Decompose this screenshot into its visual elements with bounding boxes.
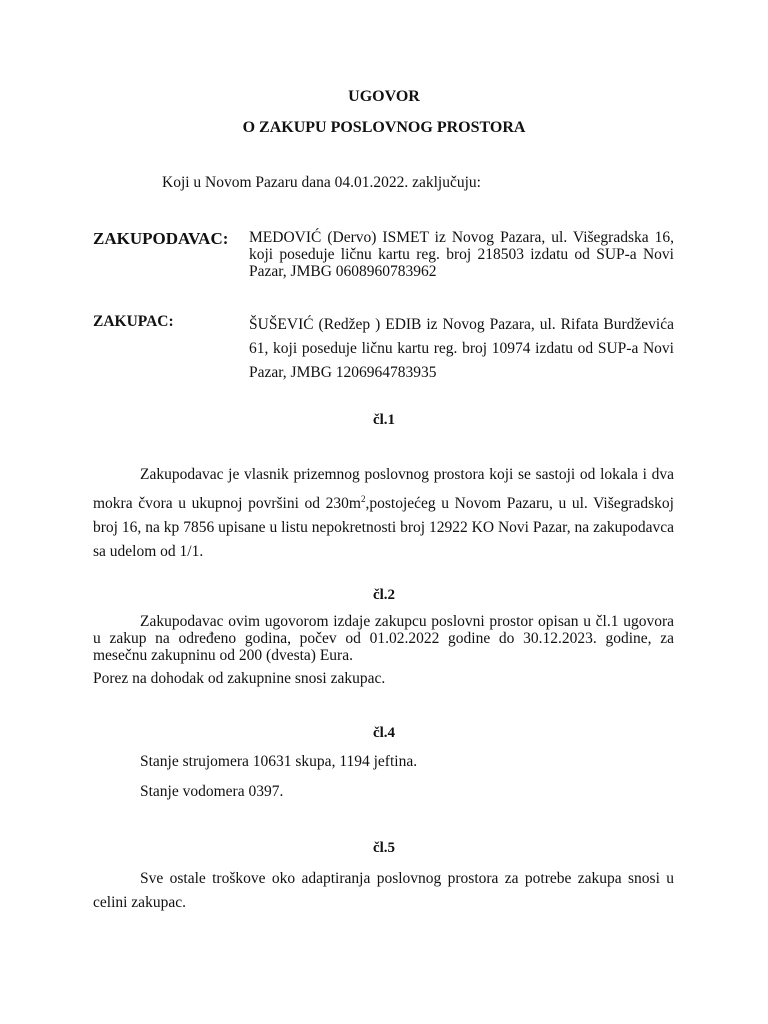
article-2-tax-line: Porez na dohodak od zakupnine snosi zakupac.: [93, 670, 386, 687]
article-1-heading: čl.1: [372, 412, 396, 428]
article-1-text-part1: Zakupodavac je vlasnik prizemnog poslovnog prostora koji se sastoji od lokala i dva mokra čvora u ukupnoj površini od 230m: [93, 466, 674, 513]
article-1-text: [93, 463, 674, 564]
article-1-superscript: 2: [360, 494, 366, 504]
lessee-label: ZAKUPAC:: [93, 313, 174, 330]
article-5-text: Sve ostale troškove oko adaptiranja poslovnog prostora za potrebe zakupa snosi u celini zakupac.: [93, 870, 674, 911]
intro-line: Koji u Novom Pazaru dana 04.01.2022. zaključuju:: [162, 174, 481, 191]
article-5-heading: čl.5: [372, 840, 396, 856]
lessee-details: ŠUŠEVIĆ (Redžep ) EDIB iz Novog Pazara, ul. Rifata Burdževića 61, koji poseduje ličnu kartu reg. broj 10974 izdatu od SUP-a Novi Pazar, JMBG 1206964783935: [249, 316, 674, 381]
lessor-details: MEDOVIĆ (Dervo) ISMET iz Novog Pazara, ul. Višegradska 16, koji poseduje ličnu kartu reg. broj 218503 izdatu od SUP-a Novi Pazar, JMBG 0608960783962: [249, 229, 674, 280]
document-title: UGOVOR: [348, 88, 420, 105]
article-2-text: Zakupodavac ovim ugovorom izdaje zakupcu poslovni prostor opisan u čl.1 ugovora u zakup na određeno godina, počev od 01.02.2022 godine do 30.12.2023. godine, za mesečnu zakupninu od 200 (dvesta) Eura.: [93, 613, 674, 664]
article-2-heading: čl.2: [372, 587, 396, 603]
article-1-text-part2: ,postojećeg u Novom Pazaru, u ul. Višegradskoj broj 16, na kp 7856 upisane u listu nepokretnosti broj 12922 KO Novi Pazar, na zakupodavca sa udelom od 1/1.: [93, 495, 674, 561]
lessor-label: ZAKUPODAVAC:: [93, 229, 229, 248]
water-meter-reading: Stanje vodomera 0397.: [140, 783, 284, 800]
article-4-heading: čl.4: [372, 725, 396, 741]
electricity-meter-reading: Stanje strujomera 10631 skupa, 1194 jeftina.: [140, 753, 418, 770]
document-subtitle: O ZAKUPU POSLOVNOG PROSTORA: [242, 119, 526, 136]
